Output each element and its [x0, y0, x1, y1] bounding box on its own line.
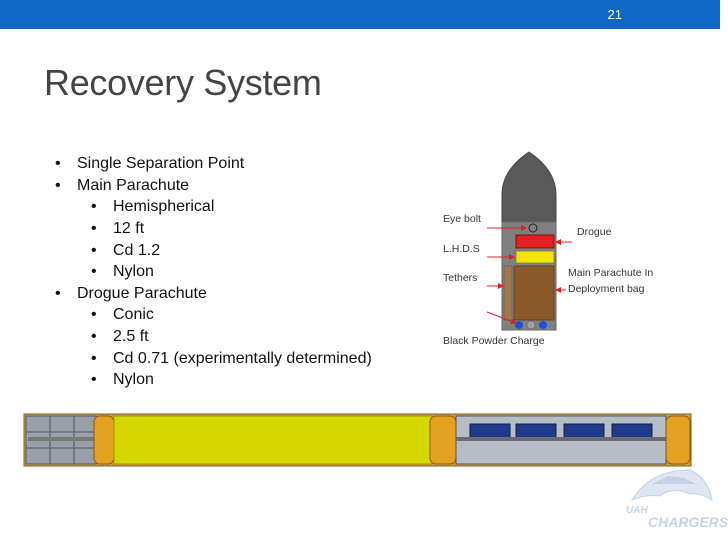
- label-tethers: Tethers: [443, 272, 478, 284]
- label-lhds: L.H.D.S: [443, 243, 480, 255]
- label-drogue: Drogue: [577, 226, 612, 238]
- label-black-powder: Black Powder Charge: [443, 335, 545, 347]
- label-main-parachute: Main Parachute In: [568, 267, 654, 279]
- logo-text-uah: UAH: [626, 505, 648, 516]
- slide-number: 21: [607, 7, 622, 22]
- slide-title: Recovery System: [44, 62, 322, 103]
- label-deployment-bag: Deployment bag: [568, 283, 645, 295]
- label-eye-bolt: Eye bolt: [443, 213, 481, 225]
- logo-text-chargers: CHARGERS: [648, 514, 728, 530]
